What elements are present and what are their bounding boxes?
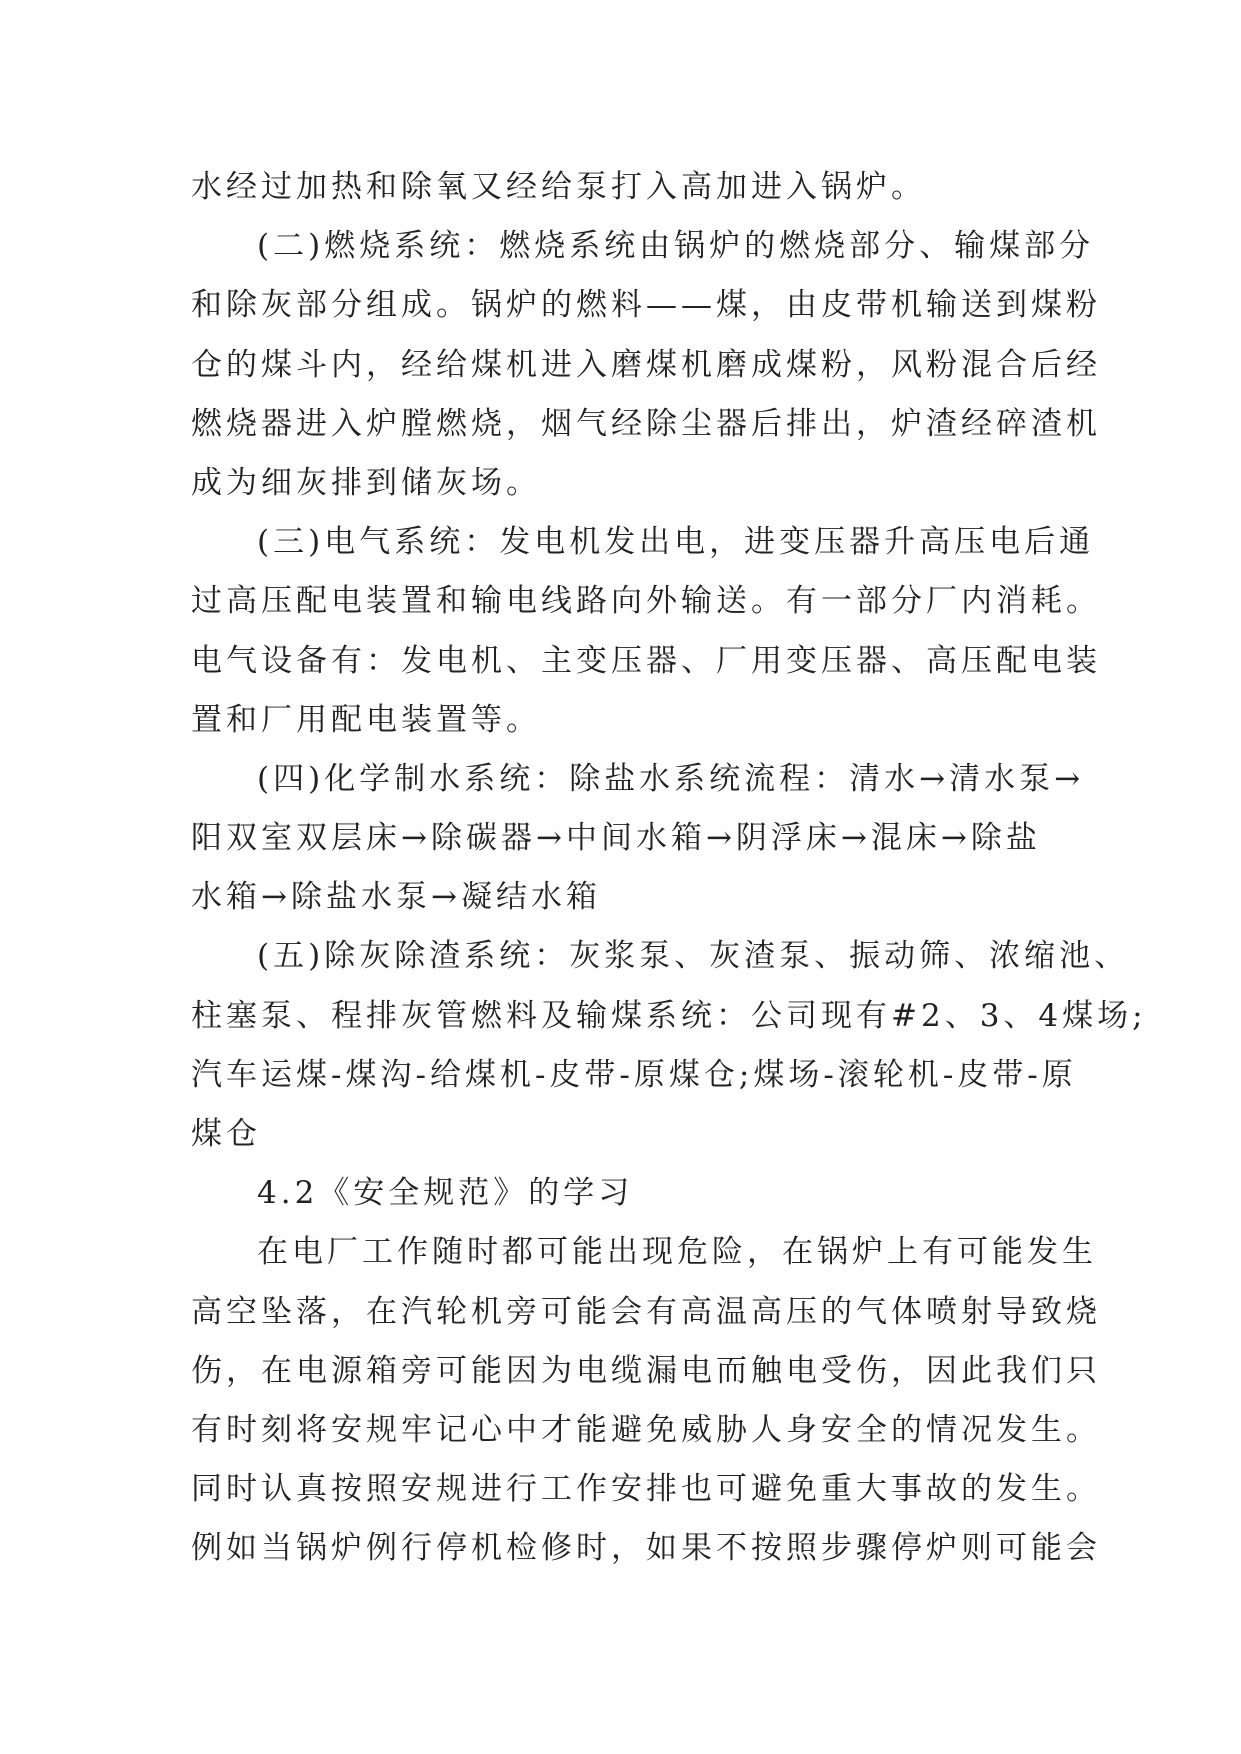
text-line: 置和厂用配电装置等。	[191, 701, 541, 738]
text-line: 电气设备有：发电机、主变压器、厂用变压器、高压配电装	[191, 642, 1101, 679]
text-line: 柱塞泵、程排灰管燃料及输煤系统：公司现有#2、3、4煤场;	[191, 997, 1147, 1034]
paragraph-safety: 在电厂工作随时都可能出现危险，在锅炉上有可能发生	[257, 1234, 1097, 1271]
text-line: 过高压配电装置和输电线路向外输送。有一部分厂内消耗。	[191, 583, 1101, 620]
body-text	[191, 158, 1147, 1579]
text-line: 燃烧器进入炉膛燃烧，烟气经除尘器后排出，炉渣经碎渣机	[191, 405, 1101, 442]
text-line: 高空坠落，在汽轮机旁可能会有高温高压的气体喷射导致烧	[191, 1293, 1101, 1330]
paragraph-electrical-system: (三)电气系统：发电机发出电，进变压器升高压电后通	[257, 524, 1095, 561]
paragraph-combustion-system: (二)燃烧系统：燃烧系统由锅炉的燃烧部分、输煤部分	[257, 228, 1095, 265]
paragraph-water-treatment-system: (四)化学制水系统：除盐水系统流程：清水→清水泵→	[257, 760, 1085, 797]
section-heading-safety: 4.2《安全规范》的学习	[257, 1175, 634, 1212]
text-line: 汽车运煤-煤沟-给煤机-皮带-原煤仓;煤场-滚轮机-皮带-原	[191, 1056, 1077, 1093]
text-line: 例如当锅炉例行停机检修时，如果不按照步骤停炉则可能会	[191, 1530, 1101, 1567]
text-line: 同时认真按照安规进行工作安排也可避免重大事故的发生。	[191, 1471, 1101, 1508]
text-line: 水经过加热和除氧又经给泵打入高加进入锅炉。	[191, 169, 926, 205]
paragraph-ash-removal-system: (五)除灰除渣系统：灰浆泵、灰渣泵、振动筛、浓缩池、	[257, 938, 1130, 975]
text-line: 水箱→除盐水泵→凝结水箱	[191, 879, 601, 916]
text-line: 伤，在电源箱旁可能因为电缆漏电而触电受伤，因此我们只	[191, 1352, 1101, 1389]
text-line: 有时刻将安规牢记心中才能避免威胁人身安全的情况发生。	[191, 1411, 1101, 1448]
text-line: 仓的煤斗内，经给煤机进入磨煤机磨成煤粉，风粉混合后经	[191, 346, 1101, 383]
text-line: 阳双室双层床→除碳器→中间水箱→阴浮床→混床→除盐	[191, 820, 1041, 857]
text-line: 煤仓	[191, 1116, 261, 1152]
text-line: 和除灰部分组成。锅炉的燃料——煤，由皮带机输送到煤粉	[191, 287, 1101, 324]
text-line: 成为细灰排到储灰场。	[191, 464, 541, 501]
